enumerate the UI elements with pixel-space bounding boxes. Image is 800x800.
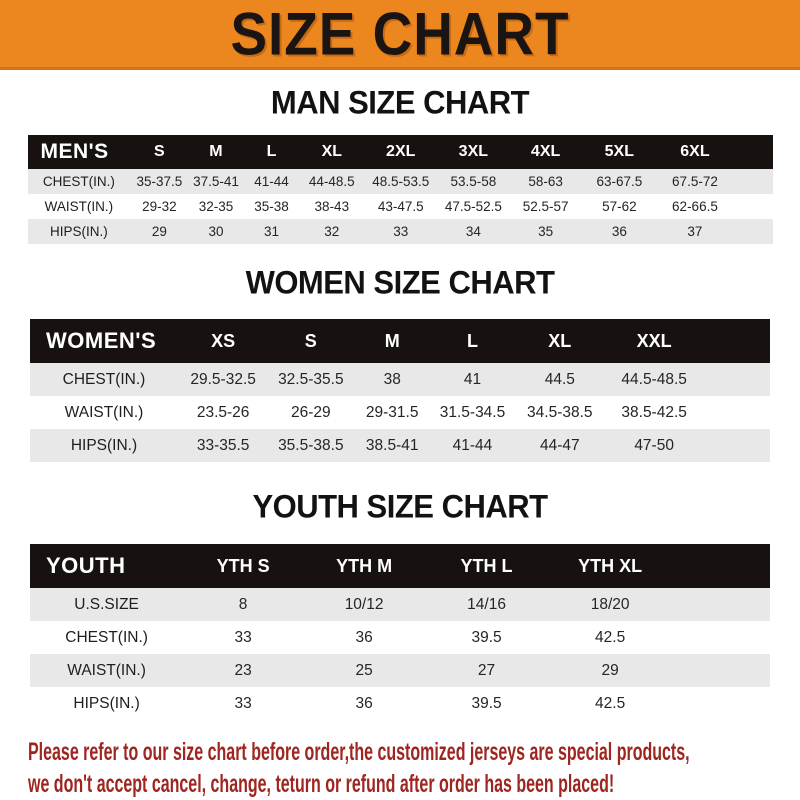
cell: 41-44 [254, 174, 289, 189]
cell: 42.5 [595, 694, 626, 712]
spacer-cell [703, 396, 770, 429]
womens-size-table [30, 319, 770, 462]
table-row [30, 654, 770, 687]
cell: 38 [383, 370, 401, 388]
spacer-cell [672, 654, 770, 687]
column-header: XL [321, 143, 343, 160]
cell: 31.5-34.5 [439, 403, 506, 421]
cell: 57-62 [602, 199, 637, 214]
row-label: HIPS(IN.) [50, 224, 108, 239]
cell: 39.5 [471, 694, 502, 712]
cell: 33 [234, 628, 252, 646]
cell: 18/20 [590, 595, 630, 613]
mens-size-table [28, 135, 773, 244]
cell: 37.5-41 [193, 174, 239, 189]
table-header-row [30, 544, 770, 588]
cell: 53.5-58 [450, 174, 497, 189]
cell: 29 [151, 224, 167, 239]
notice-line-2: we don't accept cancel, change, teturn or refund after order has been placed! [28, 770, 615, 798]
cell: 38-43 [314, 199, 350, 214]
cell: 42.5 [595, 628, 626, 646]
column-header: XL [548, 330, 572, 351]
column-header: L [466, 330, 478, 351]
column-header: S [154, 143, 165, 160]
banner [0, 0, 800, 70]
section-heading-men: MAN SIZE CHART [270, 83, 530, 122]
column-header: S [304, 330, 317, 351]
column-header: L [266, 143, 277, 160]
row-label: CHEST(IN.) [65, 628, 148, 646]
cell: 34 [465, 224, 481, 239]
column-header: 4XL [530, 143, 561, 160]
cell: 29-31.5 [365, 403, 419, 421]
column-header: M [209, 143, 223, 160]
cell: 39.5 [471, 628, 502, 646]
table-row [30, 687, 770, 720]
column-header: 2XL [386, 143, 416, 160]
footer-notice [28, 736, 800, 800]
cell: 30 [208, 224, 224, 239]
cell: 27 [477, 661, 496, 679]
notice-line-1: Please refer to our size chart before order,the customized jerseys are special products, [28, 738, 690, 766]
section-heading-women: WOMEN SIZE CHART [245, 263, 555, 302]
section-men [0, 85, 800, 244]
youth-size-table [30, 544, 770, 720]
spacer-cell [733, 135, 773, 169]
table-title: YOUTH [46, 553, 126, 578]
spacer-cell [672, 687, 770, 720]
cell: 41-44 [452, 436, 493, 454]
cell: 35 [538, 224, 554, 239]
cell: 44-48.5 [308, 174, 355, 189]
cell: 38.5-41 [365, 436, 419, 454]
cell: 25 [355, 661, 373, 679]
cell: 31 [263, 224, 279, 239]
row-label: WAIST(IN.) [67, 661, 146, 679]
table-row [30, 588, 770, 621]
cell: 58-63 [528, 174, 563, 189]
spacer-cell [703, 429, 770, 462]
cell: 43-47.5 [377, 199, 424, 214]
row-label: HIPS(IN.) [73, 694, 140, 712]
cell: 26-29 [290, 403, 331, 421]
spacer-cell [672, 544, 770, 588]
table-row [28, 194, 773, 219]
cell: 32-35 [198, 199, 234, 214]
cell: 35.5-38.5 [278, 436, 344, 454]
section-youth [0, 489, 800, 720]
table-row [30, 429, 770, 462]
table-row [28, 169, 773, 194]
cell: 36 [611, 224, 627, 239]
cell: 35-37.5 [136, 174, 183, 189]
table-header-row [28, 135, 773, 169]
cell: 34.5-38.5 [527, 403, 593, 421]
section-heading-youth: YOUTH SIZE CHART [252, 487, 548, 526]
table-row [30, 363, 770, 396]
table-header-row [30, 319, 770, 363]
cell: 23.5-26 [196, 403, 250, 421]
cell: 29-32 [142, 199, 177, 214]
column-header: 5XL [604, 143, 634, 160]
cell: 29.5-32.5 [190, 370, 256, 388]
column-header: 3XL [458, 143, 489, 160]
column-header: XXL [636, 330, 672, 351]
column-header: YTH M [336, 555, 393, 576]
column-header: M [384, 330, 400, 351]
spacer-cell [733, 194, 773, 219]
spacer-cell [703, 363, 770, 396]
row-label: WAIST(IN.) [44, 199, 114, 214]
cell: 8 [238, 595, 248, 613]
cell: 32 [324, 224, 340, 239]
cell: 44.5 [544, 370, 575, 388]
row-label: CHEST(IN.) [42, 174, 115, 189]
spacer-cell [733, 219, 773, 244]
table-row [30, 621, 770, 654]
cell: 36 [355, 694, 373, 712]
spacer-cell [703, 319, 770, 363]
cell: 23 [234, 661, 252, 679]
section-women [0, 265, 800, 462]
cell: 44.5-48.5 [621, 370, 687, 388]
cell: 47.5-52.5 [444, 199, 502, 214]
cell: 33-35.5 [196, 436, 250, 454]
row-label: WAIST(IN.) [64, 403, 144, 421]
cell: 33 [234, 694, 252, 712]
cell: 29 [601, 661, 619, 679]
column-header: YTH S [216, 555, 270, 576]
spacer-cell [672, 621, 770, 654]
cell: 14/16 [467, 595, 506, 613]
table-title: MEN'S [40, 140, 109, 163]
cell: 63-67.5 [596, 174, 643, 189]
spacer-cell [733, 169, 773, 194]
cell: 41 [463, 370, 482, 388]
column-header: XS [211, 330, 236, 351]
spacer-cell [672, 588, 770, 621]
cell: 10/12 [344, 595, 384, 613]
row-label: U.S.SIZE [74, 595, 139, 613]
cell: 37 [687, 224, 703, 239]
cell: 32.5-35.5 [278, 370, 344, 388]
cell: 36 [355, 628, 373, 646]
cell: 48.5-53.5 [372, 174, 430, 189]
table-title: WOMEN'S [46, 328, 157, 353]
cell: 38.5-42.5 [621, 403, 687, 421]
cell: 62-66.5 [672, 199, 718, 214]
column-header: 6XL [680, 143, 710, 160]
cell: 44-47 [539, 436, 580, 454]
table-row [28, 219, 773, 244]
cell: 47-50 [634, 436, 674, 454]
cell: 52.5-57 [522, 199, 569, 214]
cell: 67.5-72 [672, 174, 718, 189]
row-label: CHEST(IN.) [62, 370, 146, 388]
page-title: SIZE CHART [230, 0, 570, 68]
column-header: YTH XL [578, 555, 643, 576]
row-label: HIPS(IN.) [70, 436, 138, 454]
column-header: YTH L [460, 555, 513, 576]
cell: 35-38 [254, 199, 289, 214]
cell: 33 [393, 224, 409, 239]
table-row [30, 396, 770, 429]
